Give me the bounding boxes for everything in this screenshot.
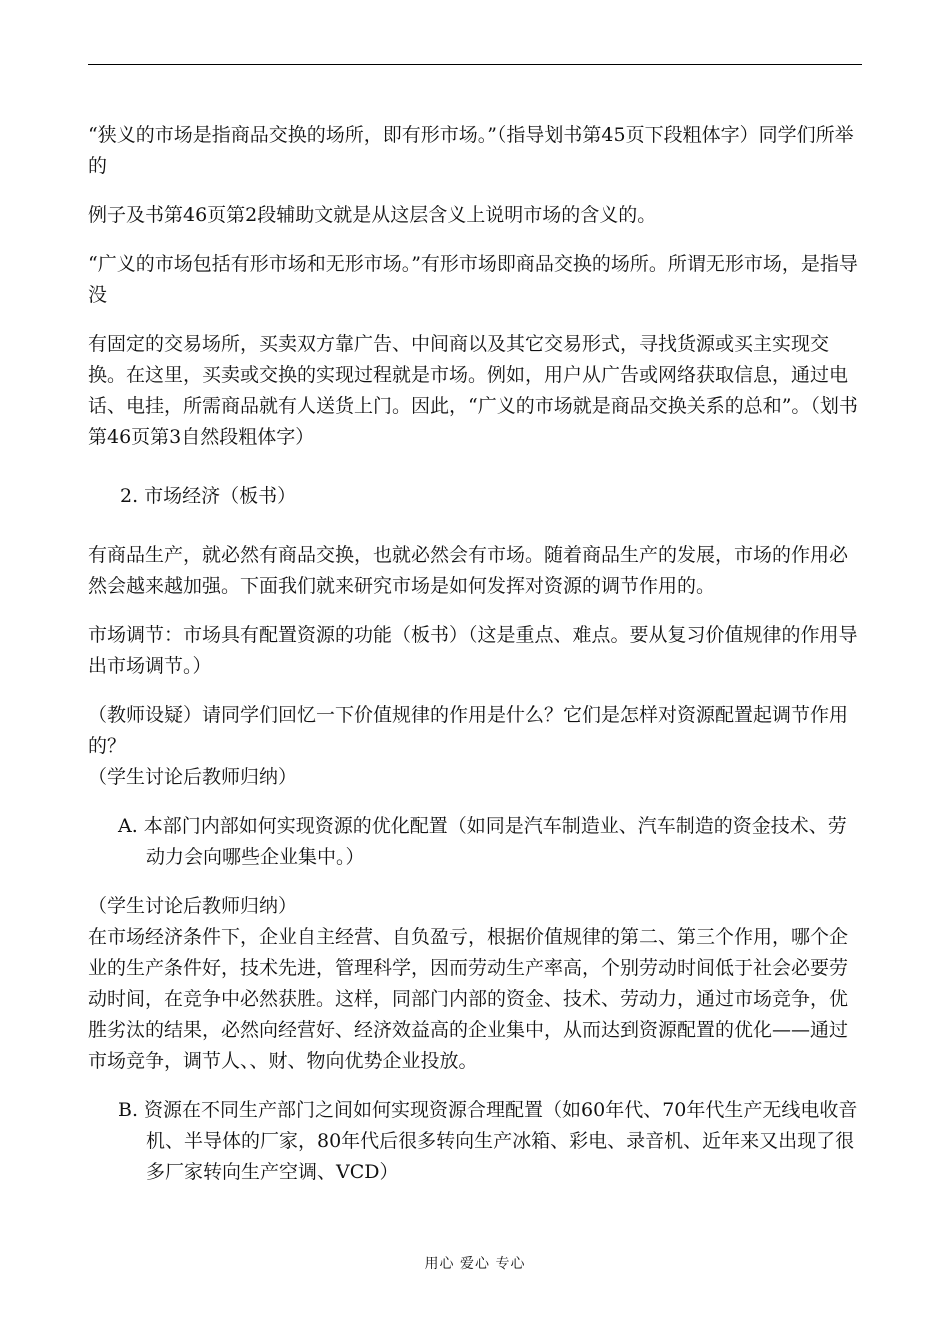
- paragraph-student-discussion-2: （学生讨论后教师归纳）: [88, 895, 298, 917]
- document-body: [88, 120, 862, 1188]
- paragraph-intangible-market: 有固定的交易场所，买卖双方靠广告、中间商以及其它交易形式，寻找货源或买主实现交换。在这里，买卖或交换的实现过程就是市场。例如，用户从广告或网络获取信息，通过电话、电挂，所需商品就有人送货上门。因此，“广义的市场就是商品交换关系的总和”。（划书第46页第3自然段粗体字）: [88, 333, 858, 448]
- paragraph-examples: 例子及书第46页第2段辅助文就是从这层含义上说明市场的含义的。: [88, 204, 657, 226]
- header-rule: [88, 64, 862, 65]
- paragraph-broad-market: “广义的市场包括有形市场和无形市场。”有形市场即商品交换的场所。所谓无形市场，是指导没: [88, 253, 858, 306]
- list-item-a: A. 本部门内部如何实现资源的优化配置（如同是汽车制造业、汽车制造的资金技术、劳动力会向哪些企业集中。）: [118, 815, 847, 868]
- section-heading-market-economy: 2. 市场经济（板书）: [120, 485, 297, 507]
- page-footer: 用心 爱心 专心: [424, 1256, 526, 1272]
- paragraph-teacher-question: （教师设疑）请同学们回忆一下价值规律的作用是什么？它们是怎样对资源配置起调节作用的？: [88, 704, 849, 757]
- paragraph-narrow-market: “狭义的市场是指商品交换的场所，即有形市场。”（指导划书第45页下段粗体字）同学们所举的: [88, 124, 854, 177]
- paragraph-market-regulation: 市场调节：市场具有配置资源的功能（板书）（这是重点、难点。要从复习价值规律的作用导出市场调节。）: [88, 624, 858, 677]
- paragraph-market-economy-conditions: 在市场经济条件下，企业自主经营、自负盈亏，根据价值规律的第二、第三个作用，哪个企业的生产条件好，技术先进，管理科学，因而劳动生产率高，个别劳动时间低于社会必要劳动时间，在竞争中必然获胜。这样，同部门内部的资金、技术、劳动力，通过市场竞争，优胜劣汰的结果，必然向经营好、经济效益高的企业集中，从而达到资源配置的优化——通过市场竞争，调节人、、财、物向优势企业投放。: [88, 926, 849, 1072]
- paragraph-student-discussion-1: （学生讨论后教师归纳）: [88, 766, 298, 788]
- paragraph-commodity-production: 有商品生产，就必然有商品交换，也就必然会有市场。随着商品生产的发展，市场的作用必然会越来越加强。下面我们就来研究市场是如何发挥对资源的调节作用的。: [88, 544, 849, 597]
- list-item-b: B. 资源在不同生产部门之间如何实现资源合理配置（如60年代、70年代生产无线电收音机、半导体的厂家，80年代后很多转向生产冰箱、彩电、录音机、近年来又出现了很多厂家转向生产空调、VCD）: [118, 1099, 858, 1183]
